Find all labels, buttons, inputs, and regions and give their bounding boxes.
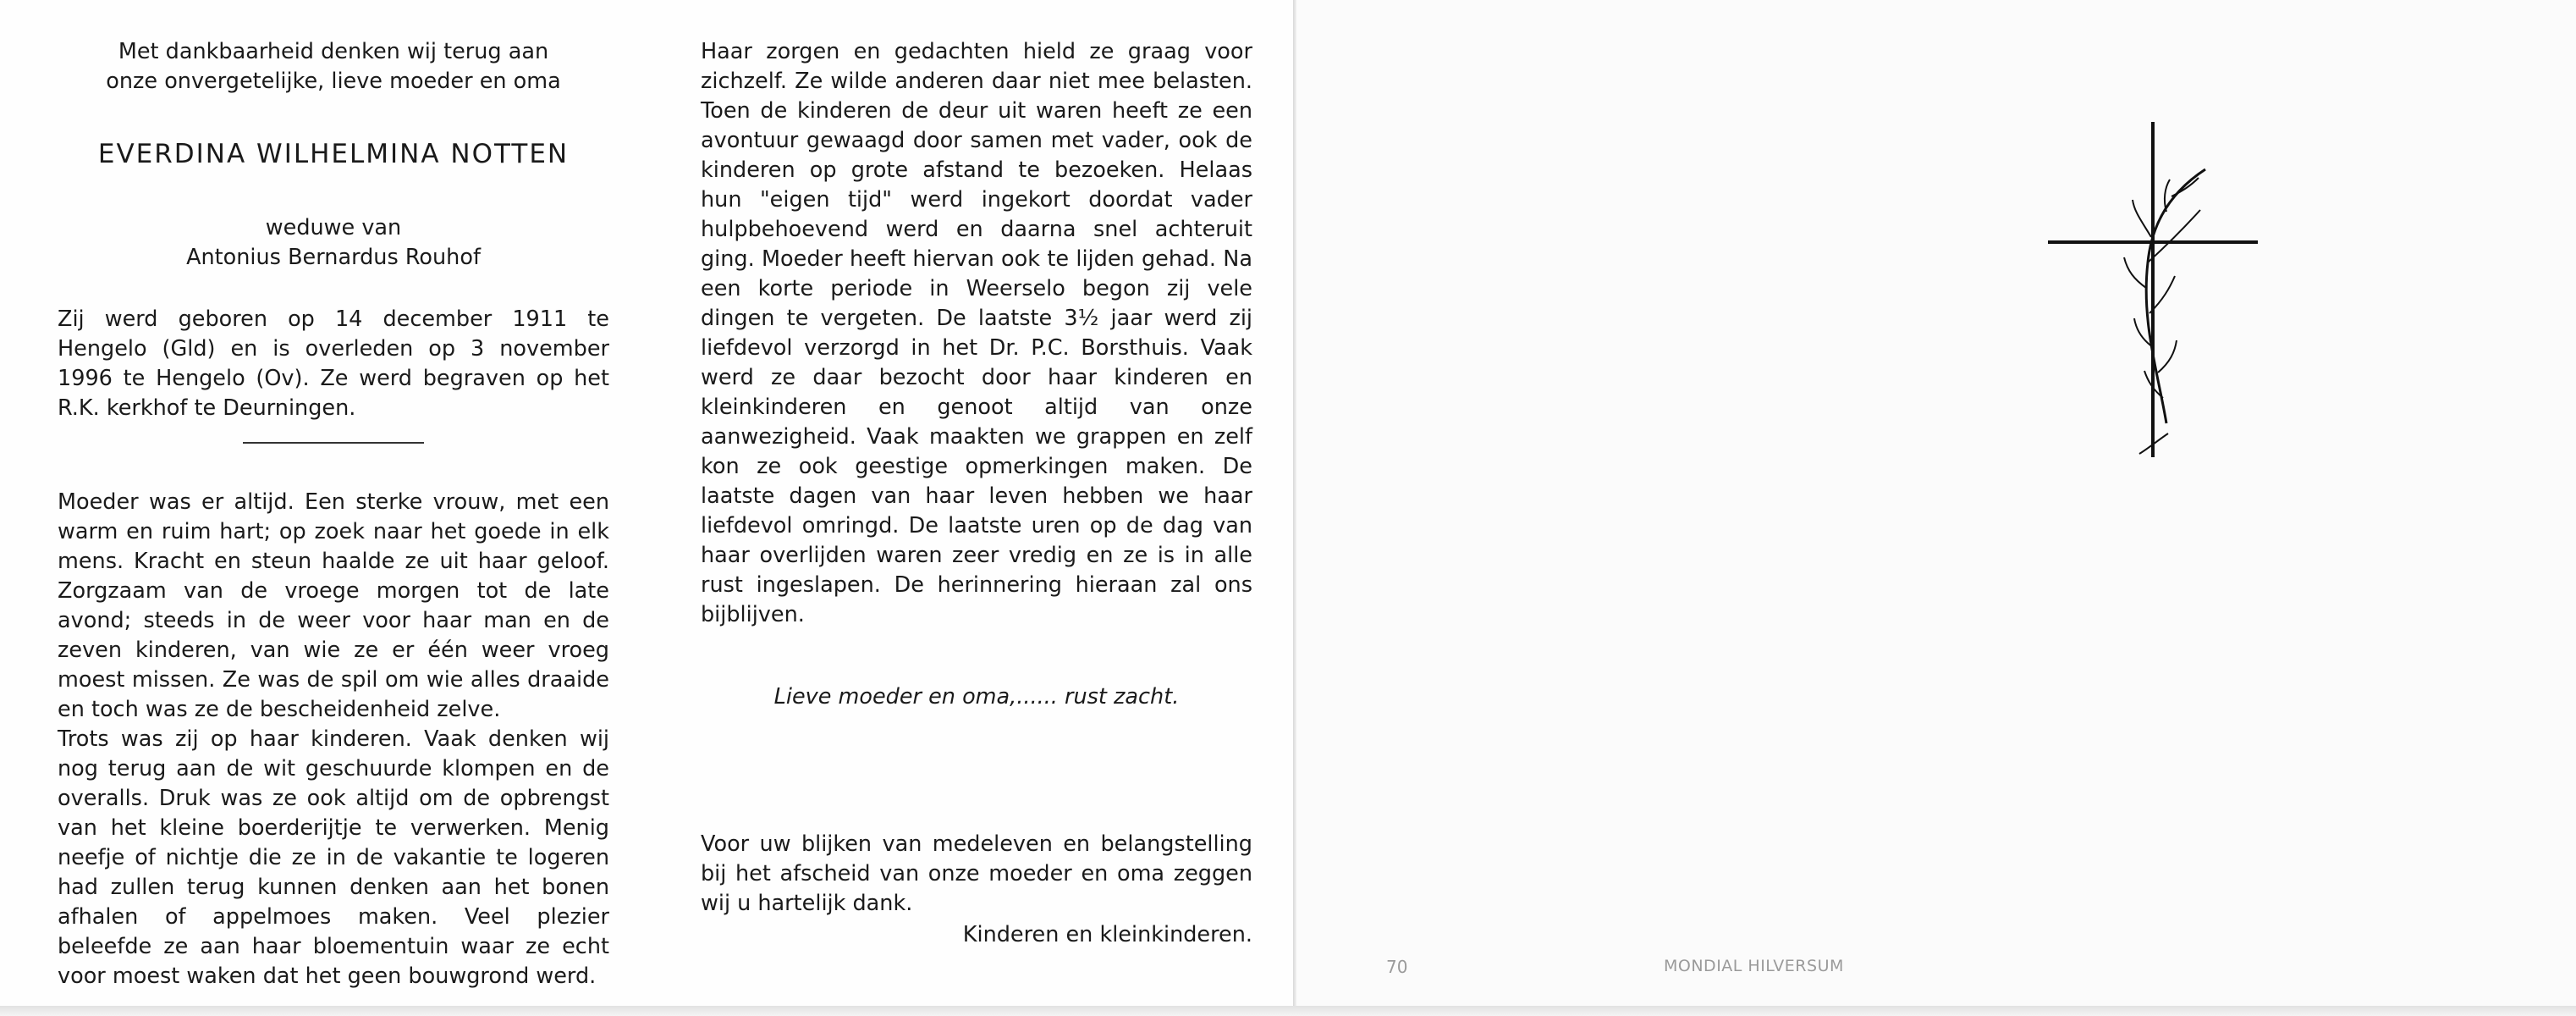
card-fold xyxy=(1293,0,1296,1016)
cross-with-palm-branch-icon xyxy=(2039,119,2276,466)
tribute-paragraph-2: Trots was zij op haar kinderen. Vaak denken wij nog terug aan de wit geschuurde klompen en de overalls. Druk was ze ook altijd om de opbrengst van het kleine boerderijtje te verwerken. Menig neefje of nichtje die ze in de vakantie te logeren had zullen terug kunnen denken aan het bonen afhalen of appelmoes maken. Veel plezier beleefde ze aan haar bloementuin waar ze echt voor moest waken dat het geen bouwgrond werd. xyxy=(58,726,609,989)
signoff: Kinderen en kleinkinderen. xyxy=(962,922,1252,947)
spouse-name: Antonius Bernardus Rouhof xyxy=(186,245,481,270)
divider-rule xyxy=(243,442,424,444)
thanks-block xyxy=(701,830,1252,950)
widow-block xyxy=(58,213,609,273)
closing-line: Lieve moeder en oma,...... rust zacht. xyxy=(773,684,1180,710)
printer-imprint: MONDIAL HILVERSUM xyxy=(1664,957,1844,975)
biography-paragraph: Zij werd geboren op 14 december 1911 te Hengelo (Gld) en is overleden op 3 november 1996 te Hengelo (Ov). Ze werd begraven op het R.K. kerkhof te Deurningen. xyxy=(58,306,609,421)
intro-line-1: Met dankbaarheid denken wij terug aan xyxy=(118,39,549,64)
middle-column xyxy=(701,37,1252,712)
thanks-paragraph: Voor uw blijken van medeleven en belangstelling bij het afscheid van onze moeder en oma zeggen wij u hartelijk dank. xyxy=(701,831,1252,916)
intro-text xyxy=(58,37,609,97)
card-bottom-edge xyxy=(0,1006,2576,1016)
page-number: 70 xyxy=(1386,957,1408,977)
tribute-paragraph-3: Haar zorgen en gedachten hield ze graag voor zichzelf. Ze wilde anderen daar niet mee belasten. Toen de kinderen de deur uit waren heeft ze een avontuur gewaagd door samen met vader, ook de kinderen op grote afstand te bezoeken. Helaas hun "eigen tijd" werd ingekort doordat vader hulpbehoevend werd en daarna snel achteruit ging. Moeder heeft hiervan ook te lijden gehad. Na een korte periode in Weerselo begon zij vele dingen te vergeten. De laatste 3½ jaar werd zij liefdevol verzorgd in het Dr. P.C. Borsthuis. Vaak werd ze daar bezocht door haar kinderen en kleinkinderen en genoot altijd van onze aanwezigheid. Vaak maakten we grappen en zelf kon ze ook geestige opmerkingen maken. De laatste dagen van haar leven hebben we haar liefdevol omringd. De laatste uren op de dag van haar overlijden waren zeer vredig en ze is in alle rust ingeslapen. De herinnering hieraan zal ons bijblijven. xyxy=(701,39,1252,627)
back-cover-page xyxy=(1295,0,2576,1009)
left-column xyxy=(58,37,609,991)
intro-line-2: onze onvergetelijke, lieve moeder en oma xyxy=(106,69,561,94)
tribute-paragraph-1: Moeder was er altijd. Een sterke vrouw, met een warm en ruim hart; op zoek naar het goede in elk mens. Kracht en steun haalde ze uit haar geloof. Zorgzaam van de vroege morgen tot de late avond; steeds in de weer voor haar man en de zeven kinderen, van wie ze er één weer vroeg moest missen. Ze was de spil om wie alles draaide en toch was ze de bescheidenheid zelve. xyxy=(58,489,609,722)
deceased-name: EVERDINA WILHELMINA NOTTEN xyxy=(97,139,570,169)
widow-label: weduwe van xyxy=(265,215,402,240)
